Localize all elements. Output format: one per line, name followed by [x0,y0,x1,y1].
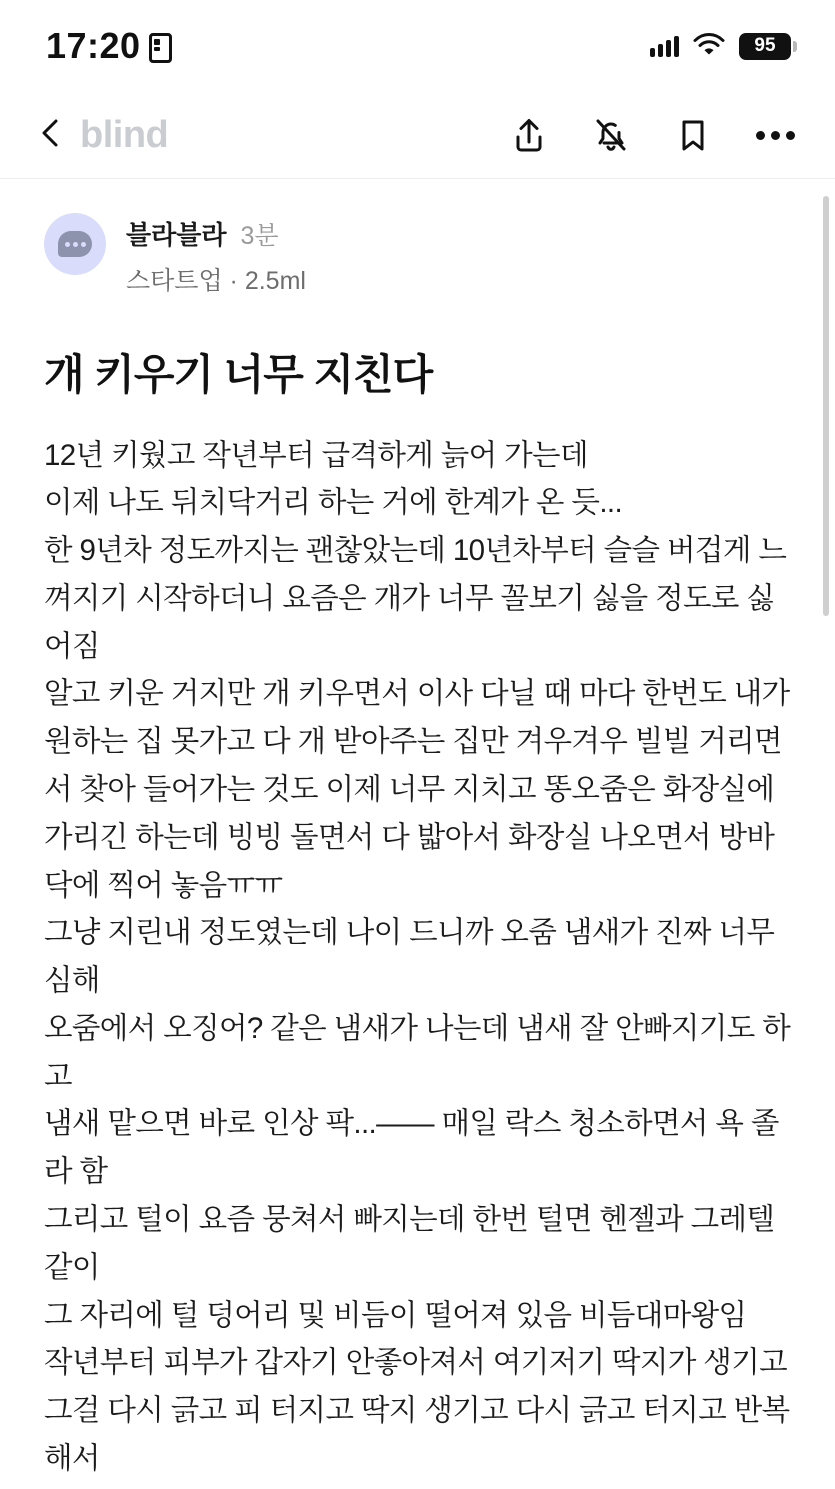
post-timestamp: 3분 [240,222,279,250]
post-paragraph: 이제 나도 뒤치닥거리 하는 거에 한계가 온 듯... [44,486,623,520]
post-author-block [0,179,835,297]
post-paragraph: 12년 키웠고 작년부터 급격하게 늙어 가는데 [44,438,588,472]
notification-off-icon[interactable] [592,116,630,154]
post-paragraph: 그리고 털이 요즘 뭉쳐서 빠지는데 한번 털면 헨젤과 그레텔 같이 [44,1203,775,1284]
status-bar-indicators [650,32,791,61]
post-paragraph: 알고 키운 거지만 개 키우면서 이사 다닐 때 마다 한번도 내가 원하는 집 못가고 다 개 받아주는 집만 겨우겨우 빌빌 거리면서 찾아 들어가는 것도 이제 너무 지치고 똥오줌은 화장실에 가리긴 하는데 빙빙 돌면서 다 밟아서 화장실 나오면서 방바닥에 찍어 놓음ㅠㅠ [44,677,790,902]
page-title: 개 키우기 너무 지친다 [44,351,433,398]
chat-bubble-icon [58,231,92,257]
wifi-icon [693,32,725,61]
status-bar [0,0,835,92]
scrollbar-track[interactable] [823,196,829,1466]
avatar[interactable] [44,213,106,275]
share-icon[interactable] [510,116,548,154]
post-paragraph: 그 자리에 털 덩어리 및 비듬이 떨어져 있음 비듬대마왕임 [44,1298,747,1332]
post-body [0,402,835,1483]
post-paragraph: 한 9년차 정도까지는 괜찮았는데 10년차부터 슬슬 버겁게 느껴지기 시작하더니 요즘은 개가 너무 꼴보기 싫을 정도로 싫어짐 [44,534,787,663]
more-options-icon[interactable] [756,131,795,140]
post-paragraph: 그걸 다시 긁고 피 터지고 딱지 생기고 다시 긁고 터지고 반복해서 [44,1394,790,1475]
app-header [0,92,835,178]
post-paragraph: 작년부터 피부가 갑자기 안좋아져서 여기저기 딱지가 생기고 [44,1346,788,1380]
author-company-line: 스타트업 · 2.5ml [126,267,306,295]
signal-bars-icon [650,35,679,57]
scrollbar-thumb[interactable] [823,196,829,616]
bookmark-icon[interactable] [674,116,712,154]
status-bar-time-group [46,25,172,67]
header-actions [510,116,795,154]
alarm-icon [149,33,172,63]
back-chevron-icon[interactable] [36,118,80,153]
app-brand-title: blind [80,113,169,156]
author-nickname: 블라블라 [126,220,227,250]
post-paragraph: 그냥 지린내 정도였는데 나이 드니까 오줌 냄새가 진짜 너무 심해 [44,916,775,998]
battery-indicator: 95 [739,33,791,60]
post-meta-primary [126,215,306,252]
post-paragraph: 오줌에서 오징어? 같은 냄새가 나는데 냄새 잘 안빠지기도 하고 [44,1011,791,1093]
status-bar-clock: 17:20 [46,25,141,66]
post-paragraph: 냄새 맡으면 바로 인상 팍...—— 매일 락스 청소하면서 욕 졸라 함 [44,1107,779,1189]
post-meta-text [126,213,306,297]
